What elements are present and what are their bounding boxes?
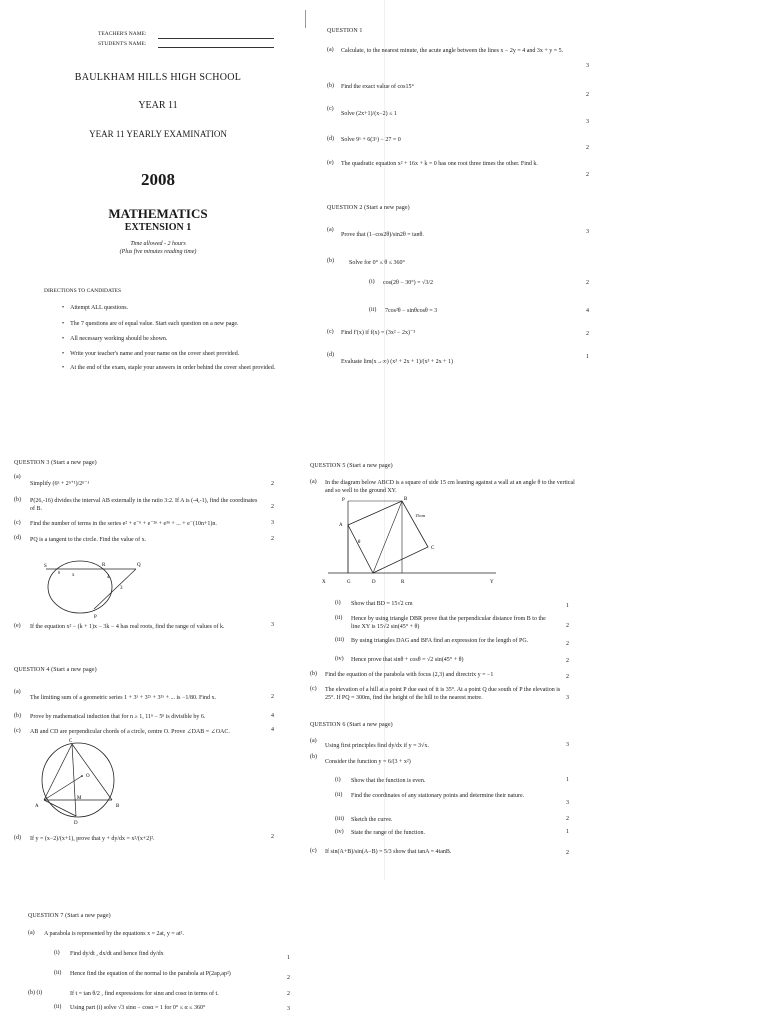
fig-label: x	[72, 573, 75, 578]
centre-point	[81, 775, 83, 777]
q3-part-text: PQ is a tangent to the circle. Find the value of x.	[30, 537, 147, 543]
fig-label: 8	[58, 570, 60, 575]
q2-part-label: (b)	[327, 258, 334, 264]
q3-part-marks: 3	[271, 622, 274, 628]
q7-part-text: Using part (i) solve √3 sinα − cosα = 1 for 0° ≤ α ≤ 360°	[70, 1005, 206, 1011]
q4-part-label: (d)	[14, 835, 21, 841]
q6-part-marks: 1	[566, 829, 569, 835]
directions-title: DIRECTIONS TO CANDIDATES	[44, 288, 122, 294]
fig-label: B	[116, 804, 120, 809]
question-7-heading: QUESTION 7 (Start a new page)	[28, 913, 111, 919]
q7-part-marks: 1	[287, 955, 290, 961]
fig-label: A	[35, 804, 39, 809]
q7-part-text: If t = tan θ/2 , find expressions for sinα and cosα in terms of t.	[70, 991, 219, 997]
question-6-heading: QUESTION 6 (Start a new page)	[310, 722, 393, 728]
q4-part-marks: 4	[271, 727, 274, 733]
cover-page	[0, 0, 384, 440]
fig-label: A	[339, 523, 343, 528]
fig-label: B	[404, 497, 408, 502]
fig-label: 3	[120, 586, 123, 591]
q2-part-label: (a)	[327, 227, 334, 233]
level-heading: EXTENSION 1	[124, 222, 192, 233]
q6-part-text: Using first principles find dy/dx if y = 3√x.	[325, 743, 429, 749]
q2-part-label: (i)	[369, 279, 375, 285]
page-fold-mark	[305, 10, 306, 28]
q1-part-marks: 3	[586, 119, 589, 125]
q6-part-text: Show that the function is even.	[351, 778, 426, 784]
q4-part-text: AB and CD are perpendicular chords of a circle, centre O. Prove ∠DAB = ∠OAC.	[30, 729, 230, 735]
q3-part-marks: 2	[271, 504, 274, 510]
q2-part-marks: 4	[586, 308, 589, 314]
q5-part-text: By using triangles DAG and BFA find an expression for the length of PG.	[351, 638, 529, 644]
q3-part-label: (c)	[14, 520, 21, 526]
fig-label: θ	[358, 540, 361, 545]
teacher-name-label: TEACHER'S NAME:	[98, 31, 147, 37]
q6-part-marks: 2	[566, 850, 569, 856]
q1-part-label: (e)	[327, 160, 334, 166]
q6-part-marks: 3	[566, 800, 569, 806]
school-name: BAULKHAM HILLS HIGH SCHOOL	[74, 72, 242, 83]
q6-part-text: Sketch the curve.	[351, 817, 393, 823]
q5-part-marks: 3	[566, 695, 569, 701]
q4-part-marks: 4	[271, 713, 274, 719]
q1-part-text: Calculate, to the nearest minute, the acute angle between the lines x − 2y = 4 and 3x + y = 5.	[341, 48, 564, 54]
fig-label: C	[431, 546, 435, 551]
fig-label: R	[401, 580, 405, 585]
q3-part-marks: 3	[271, 520, 274, 526]
page-q7	[0, 880, 384, 1024]
q5-square-figure	[320, 495, 500, 590]
direction-item: • Attempt ALL questions.	[62, 305, 129, 311]
q4-chords-figure	[32, 736, 142, 826]
q1-part-label: (a)	[327, 47, 334, 53]
q6-part-text: State the range of the function.	[351, 830, 425, 836]
q7-part-marks: 2	[287, 975, 290, 981]
question-4-heading: QUESTION 4 (Start a new page)	[14, 667, 97, 673]
q6-part-label: (a)	[310, 738, 317, 744]
page-q1-q2	[327, 0, 768, 440]
q7-part-marks: 2	[287, 991, 290, 997]
reading-time: (Plus five minutes reading time)	[119, 249, 197, 255]
q5-part-text: Hence prove that sinθ + cosθ = √2 sin(45° + θ)	[351, 657, 464, 663]
fig-label: G	[347, 580, 351, 585]
q3-tangent-figure	[36, 557, 166, 623]
q1-part-label: (b)	[327, 83, 334, 89]
fig-label: O	[86, 774, 90, 779]
q7-part-label: (b) (i)	[28, 990, 43, 996]
q1-part-marks: 2	[586, 172, 589, 178]
q6-part-marks: 1	[566, 777, 569, 783]
q6-part-label: (iii)	[335, 816, 344, 822]
q2-part-text: Prove that (1−cos2θ)/sin2θ = tanθ.	[341, 232, 424, 238]
direction-item: • At the end of the exam, staple your answers in order behind the cover sheet provided.	[62, 365, 276, 371]
q7-intro-text: A parabola is represented by the equations x = 2at, y = at².	[44, 931, 184, 937]
fig-label: 4	[107, 575, 110, 580]
fig-label: M	[77, 796, 82, 801]
fig-label: C	[69, 739, 73, 744]
q6-part-marks: 3	[566, 742, 569, 748]
q3-part-label: (d)	[14, 535, 21, 541]
q7-part-label: (ii)	[54, 970, 62, 976]
fig-label: R	[102, 563, 106, 568]
q1-part-text: Solve (2x+1)/(x−2) ≤ 1	[341, 111, 397, 117]
page-q5-q6	[310, 440, 768, 880]
tangent-line	[94, 569, 136, 609]
fig-label: Q	[137, 563, 141, 568]
q1-part-marks: 3	[586, 63, 589, 69]
direction-item: • The 7 questions are of equal value. Start each question on a new page.	[62, 321, 239, 327]
fig-label: Y	[490, 580, 494, 585]
q2-part-marks: 2	[586, 331, 589, 337]
q5-part-text: Hence by using triangle DBR prove that the perpendicular distance from B to the line XY is 15√2 sin(45° + θ)	[351, 616, 546, 630]
year-heading: YEAR 11	[138, 100, 178, 111]
q6-part-label: (b)	[310, 754, 317, 760]
q4-part-text: If y = (x−2)/(x+1), prove that y + dy/dx = x²/(x+2)².	[30, 836, 155, 842]
direction-item: • All necessary working should be shown.	[62, 336, 168, 342]
q5-part-marks: 2	[566, 641, 569, 647]
q6-part-text: Find the coordinates of any stationary points and determine their nature.	[351, 793, 525, 799]
square-abcd	[348, 501, 428, 573]
q2-part-text: 7cos²θ − sinθcosθ = 3	[385, 308, 438, 314]
q3-part-label: (b)	[14, 497, 21, 503]
question-2-heading: QUESTION 2 (Start a new page)	[327, 205, 410, 211]
q6-part-label: (iv)	[335, 829, 344, 835]
question-5-heading: QUESTION 5 (Start a new page)	[310, 463, 393, 469]
segment-ad	[44, 800, 76, 816]
q4-part-marks: 2	[271, 694, 274, 700]
q2-part-text: Find f′(x) if f(x) = (3x² − 2x)⁻³	[341, 330, 415, 336]
q3-part-marks: 2	[271, 536, 274, 542]
q4-part-text: The limiting sum of a geometric series 1 + 3ˣ + 3²ˣ + 3³ˣ + ... is −1/80. Find x.	[30, 695, 217, 701]
q2-part-label: (d)	[327, 352, 334, 358]
q5-part-text: The elevation of a hill at a point P due east of it is 35°. At a point Q due south of P the elevation is 25°. If PQ = 300m, find the height of the hill to the nearest metre.	[325, 687, 561, 701]
q3-part-label: (e)	[14, 623, 21, 629]
q2-part-text: Evaluate lim(x→∞) (x³ + 2x + 1)/(x³ + 2x + 1)	[341, 359, 454, 365]
q7-part-marks: 3	[287, 1006, 290, 1012]
q7-part-label: (i)	[54, 950, 60, 956]
q6-part-text: Consider the function y = 6/(3 + x²)	[325, 759, 411, 765]
student-name-label: STUDENT'S NAME:	[98, 41, 147, 47]
q1-part-text: The quadratic equation x² + 16x + k = 0 has one root three times the other. Find k.	[341, 161, 538, 167]
q2-part-label: (c)	[327, 329, 334, 335]
q4-part-label: (b)	[14, 713, 21, 719]
q2-part-text: Solve for 0° ≤ θ ≤ 360°	[349, 260, 405, 266]
q7-part-label: (ii)	[54, 1004, 62, 1010]
q3-part-marks: 2	[271, 481, 274, 487]
q5-intro-label: (a)	[310, 479, 317, 485]
fig-label: P	[94, 615, 97, 620]
q5-intro-text: In the diagram below ABCD is a square of side 15 cm leaning against a wall at an angle θ to the vertical and so well to the ground XY.	[325, 480, 575, 494]
q3-part-label: (a)	[14, 474, 21, 480]
q4-part-text: Prove by mathematical induction that for n ≥ 1, 11ⁿ − 5ⁿ is divisible by 6.	[30, 714, 206, 720]
q5-part-label: (i)	[335, 600, 341, 606]
q1-part-label: (c)	[327, 106, 334, 112]
q5-part-text: Show that BD = 15√2 cm	[351, 601, 413, 607]
q1-part-marks: 2	[586, 92, 589, 98]
q1-part-text: Find the exact value of cos15°	[341, 84, 414, 90]
q5-part-label: (iii)	[335, 637, 344, 643]
q5-part-label: (c)	[310, 686, 317, 692]
q5-part-label: (iv)	[335, 656, 344, 662]
direction-item: • Write your teacher's name and your name on the cover sheet provided.	[62, 351, 240, 357]
q6-part-label: (c)	[310, 848, 317, 854]
q7-part-text: Hence find the equation of the normal to the parabola at P(2ap,ap²)	[70, 971, 231, 977]
q3-part-text: If the equation x² − (k + 1)x − 3k − 4 has real roots, find the range of values of k.	[30, 624, 225, 630]
fig-label: D	[372, 580, 376, 585]
q5-part-marks: 1	[566, 603, 569, 609]
student-name-line	[158, 47, 274, 48]
subject-heading: MATHEMATICS	[108, 206, 208, 221]
q6-part-text: If sin(A+B)/sin(A−B) = 5/3 show that tanA = 4tanB.	[325, 849, 452, 855]
q5-part-text: Find the equation of the parabola with focus (2,3) and directrix y = −1	[325, 672, 494, 678]
q5-part-marks: 2	[566, 674, 569, 680]
q3-part-text: Simplify (6ⁿ + 2ⁿ⁺¹)/2ⁿ⁻¹	[30, 481, 90, 487]
q5-part-label: (ii)	[335, 615, 343, 621]
q1-part-marks: 2	[586, 145, 589, 151]
q4-part-label: (a)	[14, 689, 21, 695]
fig-label: P	[342, 498, 345, 503]
teacher-name-line	[158, 38, 274, 39]
q2-part-text: cos(2θ − 30°) = √3/2	[383, 280, 433, 286]
fig-label: 15cm	[415, 513, 425, 518]
exam-heading: YEAR 11 YEARLY EXAMINATION	[89, 129, 227, 139]
q5-part-marks: 2	[566, 623, 569, 629]
q1-part-label: (d)	[327, 136, 334, 142]
q7-intro-label: (a)	[28, 930, 35, 936]
time-allowed: Time allowed - 2 hours	[130, 241, 186, 247]
segment-cb	[72, 744, 112, 800]
exam-year: 2008	[141, 170, 175, 189]
q6-part-label: (i)	[335, 777, 341, 783]
q1-part-text: Solve 9ˣ + 6(3ˣ) − 27 = 0	[341, 137, 401, 143]
q4-part-label: (c)	[14, 728, 21, 734]
fig-label: D	[74, 821, 78, 826]
q6-part-label: (ii)	[335, 792, 343, 798]
question-3-heading: QUESTION 3 (Start a new page)	[14, 460, 97, 466]
q2-part-marks: 1	[586, 354, 589, 360]
q3-part-text: Find the number of terms in the series e² + e⁻ⁿ + e⁻²ⁿ + e³ⁿ + ... + e⁻(10n+1)n.	[30, 521, 217, 527]
q2-part-label: (ii)	[369, 307, 377, 313]
q2-part-marks: 2	[586, 280, 589, 286]
q4-part-marks: 2	[271, 834, 274, 840]
question-1-heading: QUESTION 1	[327, 28, 363, 34]
q5-part-marks: 2	[566, 658, 569, 664]
q7-part-text: Find dy/dt , dx/dt and hence find dy/dx	[70, 951, 164, 957]
segment-ac	[44, 744, 72, 800]
q6-part-marks: 2	[566, 816, 569, 822]
q3-part-text: P(26,-16) divides the interval AB externally in the ratio 3:2. If A is (-4,-1), find the coordinates of B.	[30, 498, 258, 512]
q5-part-label: (b)	[310, 671, 317, 677]
q2-part-marks: 3	[586, 229, 589, 235]
circle-shape	[42, 743, 114, 817]
fig-label: S	[44, 564, 47, 569]
fig-label: X	[322, 580, 326, 585]
